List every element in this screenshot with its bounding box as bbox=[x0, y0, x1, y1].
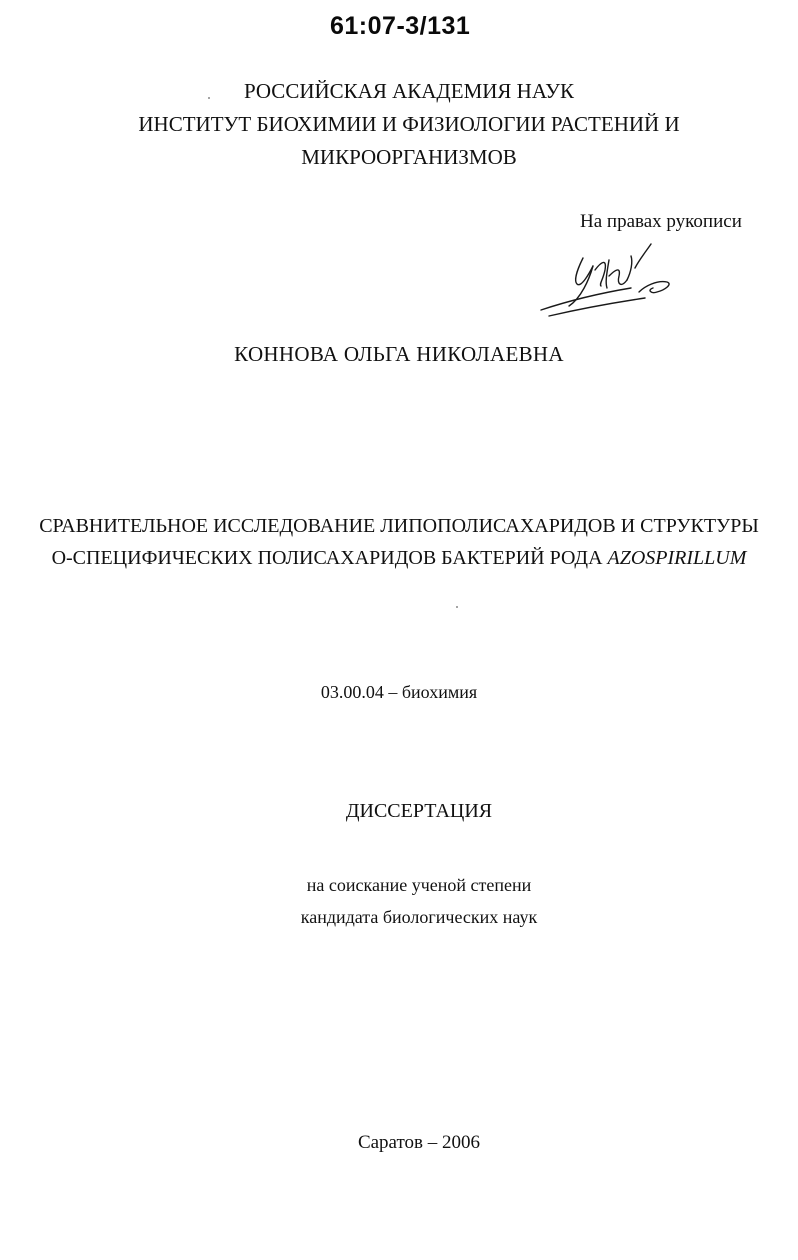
handwritten-signature-icon bbox=[535, 236, 685, 326]
thesis-title-line-1: СРАВНИТЕЛЬНОЕ ИССЛЕДОВАНИЕ ЛИПОПОЛИСАХАРИДОВ И СТРУКТУРЫ bbox=[39, 515, 759, 537]
city-year: Саратов – 2006 bbox=[357, 1132, 481, 1153]
scan-speck bbox=[208, 97, 210, 99]
degree-line-1: на соискание ученой степени bbox=[306, 875, 532, 895]
thesis-title-line-2-text: О-СПЕЦИФИЧЕСКИХ ПОЛИСАХАРИДОВ БАКТЕРИЙ РОДА bbox=[51, 547, 608, 569]
thesis-title-line-2 bbox=[0, 542, 798, 574]
specialty-code: 03.00.04 – биохимия bbox=[320, 682, 478, 702]
document-type: ДИССЕРТАЦИЯ bbox=[345, 800, 493, 822]
degree-line-2: кандидата биологических наук bbox=[300, 907, 538, 927]
organization-line-3: МИКРООРГАНИЗМОВ bbox=[301, 145, 517, 169]
genus-name: AZOSPIRILLUM bbox=[607, 547, 747, 569]
organization-line-2: ИНСТИТУТ БИОХИМИИ И ФИЗИОЛОГИИ РАСТЕНИЙ И bbox=[138, 112, 680, 136]
scan-speck bbox=[456, 606, 458, 608]
organization-line-1: РОССИЙСКАЯ АКАДЕМИЯ НАУК bbox=[243, 79, 575, 103]
rights-note: На правах рукописи bbox=[580, 211, 742, 232]
author-name: КОННОВА ОЛЬГА НИКОЛАЕВНА bbox=[234, 342, 564, 366]
catalog-number: 61:07-3/131 bbox=[330, 12, 471, 40]
